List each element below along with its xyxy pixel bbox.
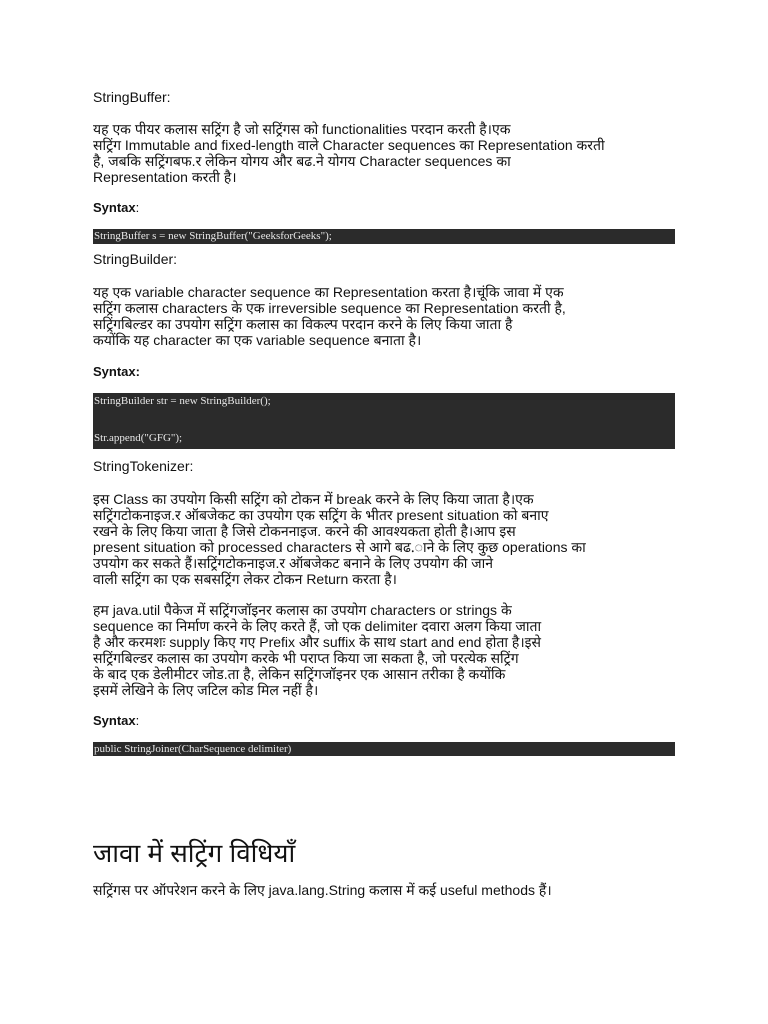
text-line: इसमें लेखिने के लिए जटिल कोड मिल नहीं है।	[93, 682, 319, 698]
code-line: Str.append("GFG");	[94, 432, 183, 444]
text-line: सट्रिंग कलास characters के एक irreversible sequence का Representation करती है,	[93, 300, 566, 316]
syntax-label-bold: Syntax	[93, 713, 136, 728]
stringbuffer-syntax-label	[93, 200, 139, 216]
text-line: वाली सट्रिंग का एक सबसट्रिंग लेकर टोकन Return करता है।	[93, 571, 397, 587]
stringbuffer-code-block	[93, 229, 675, 244]
stringjoiner-description	[93, 602, 675, 698]
text-line: कयोंकि यह character का एक variable sequence बनाता है।	[93, 332, 422, 348]
text-line: रखने के लिए किया जाता है जिसे टोकननाइज. करने की आवश्यकता होती है।आप इस	[93, 523, 516, 539]
stringjoiner-syntax-label	[93, 713, 139, 729]
syntax-label-suffix: :	[135, 200, 140, 215]
stringbuffer-heading: StringBuffer:	[93, 89, 171, 105]
code-line: public StringJoiner(CharSequence delimiter)	[94, 743, 292, 755]
stringjoiner-code-block	[93, 742, 675, 756]
code-line: StringBuilder str = new StringBuilder();	[94, 395, 271, 407]
syntax-label-bold: Syntax:	[93, 364, 140, 379]
syntax-label-suffix: :	[135, 713, 140, 728]
stringtokenizer-heading: StringTokenizer:	[93, 458, 194, 474]
text-line: हम java.util पैकेज में सट्रिंगजॉइनर कलास का उपयोग characters or strings के	[93, 602, 512, 618]
stringbuilder-description	[93, 284, 675, 348]
stringbuilder-code-block	[93, 393, 675, 449]
stringbuilder-heading: StringBuilder:	[93, 251, 178, 267]
text-line: सट्रिंगटोकनाइज.र ऑबजेकट का उपयोग एक सट्रिंग के भीतर present situation को बनाए	[93, 507, 549, 523]
code-line: StringBuffer s = new StringBuffer("GeeksforGeeks");	[94, 230, 332, 242]
text-line: present situation को processed characters से आगे बढ.ाने के लिए कुछ operations का	[93, 539, 586, 555]
text-line: सट्रिंगस पर ऑपरेशन करने के लिए java.lang.String कलास में कई useful methods हैं।	[93, 882, 552, 898]
text-line: यह एक variable character sequence का Representation करता है।चूंकि जावा में एक	[93, 284, 564, 300]
text-line: इस Class का उपयोग किसी सट्रिंग को टोकन में break करने के लिए किया जाता है।एक	[93, 491, 534, 507]
string-methods-description	[93, 882, 675, 898]
text-line: सट्रिंगबिल्डर कलास का उपयोग करके भी पराप्त किया जा सकता है, जो परत्येक सट्रिंग	[93, 650, 519, 666]
text-line: उपयोग कर सकते हैं।सट्रिंगटोकनाइज.र ऑबजेकट बनाने के लिए उपयोग की जाने	[93, 555, 493, 571]
syntax-label-bold: Syntax	[93, 200, 136, 215]
text-line: है, जबकि सट्रिंगबफ.र लेकिन योगय और बढ.ने योगय Character sequences का	[93, 153, 511, 169]
text-line: sequence का निर्माण करने के लिए करते हैं, जो एक delimiter दवारा अलग किया जाता	[93, 618, 542, 634]
text-line: सट्रिंगबिल्डर का उपयोग सट्रिंग कलास का विकल्प परदान करने के लिए किया जाता है	[93, 316, 513, 332]
stringbuffer-description	[93, 121, 675, 185]
text-line: के बाद एक डेलीमीटर जोड.ता है, लेकिन सट्रिंगजॉइनर एक आसान तरीका है कयोंकि	[93, 666, 506, 682]
text-line: है और करमशः supply किए गए Prefix और suffix के साथ start and end होता है।इसे	[93, 634, 541, 650]
stringbuilder-syntax-label	[93, 364, 140, 380]
text-line: सट्रिंग Immutable and fixed-length वाले Character sequences का Representation करती	[93, 137, 605, 153]
text-line: यह एक पीयर कलास सट्रिंग है जो सट्रिंगस को functionalities परदान करती है।एक	[93, 121, 511, 137]
stringtokenizer-description	[93, 491, 675, 587]
text-line: Representation करती है।	[93, 169, 237, 185]
code-line-empty	[94, 408, 675, 432]
string-methods-title: जावा में सट्रिंग विधियाँ	[93, 838, 296, 868]
